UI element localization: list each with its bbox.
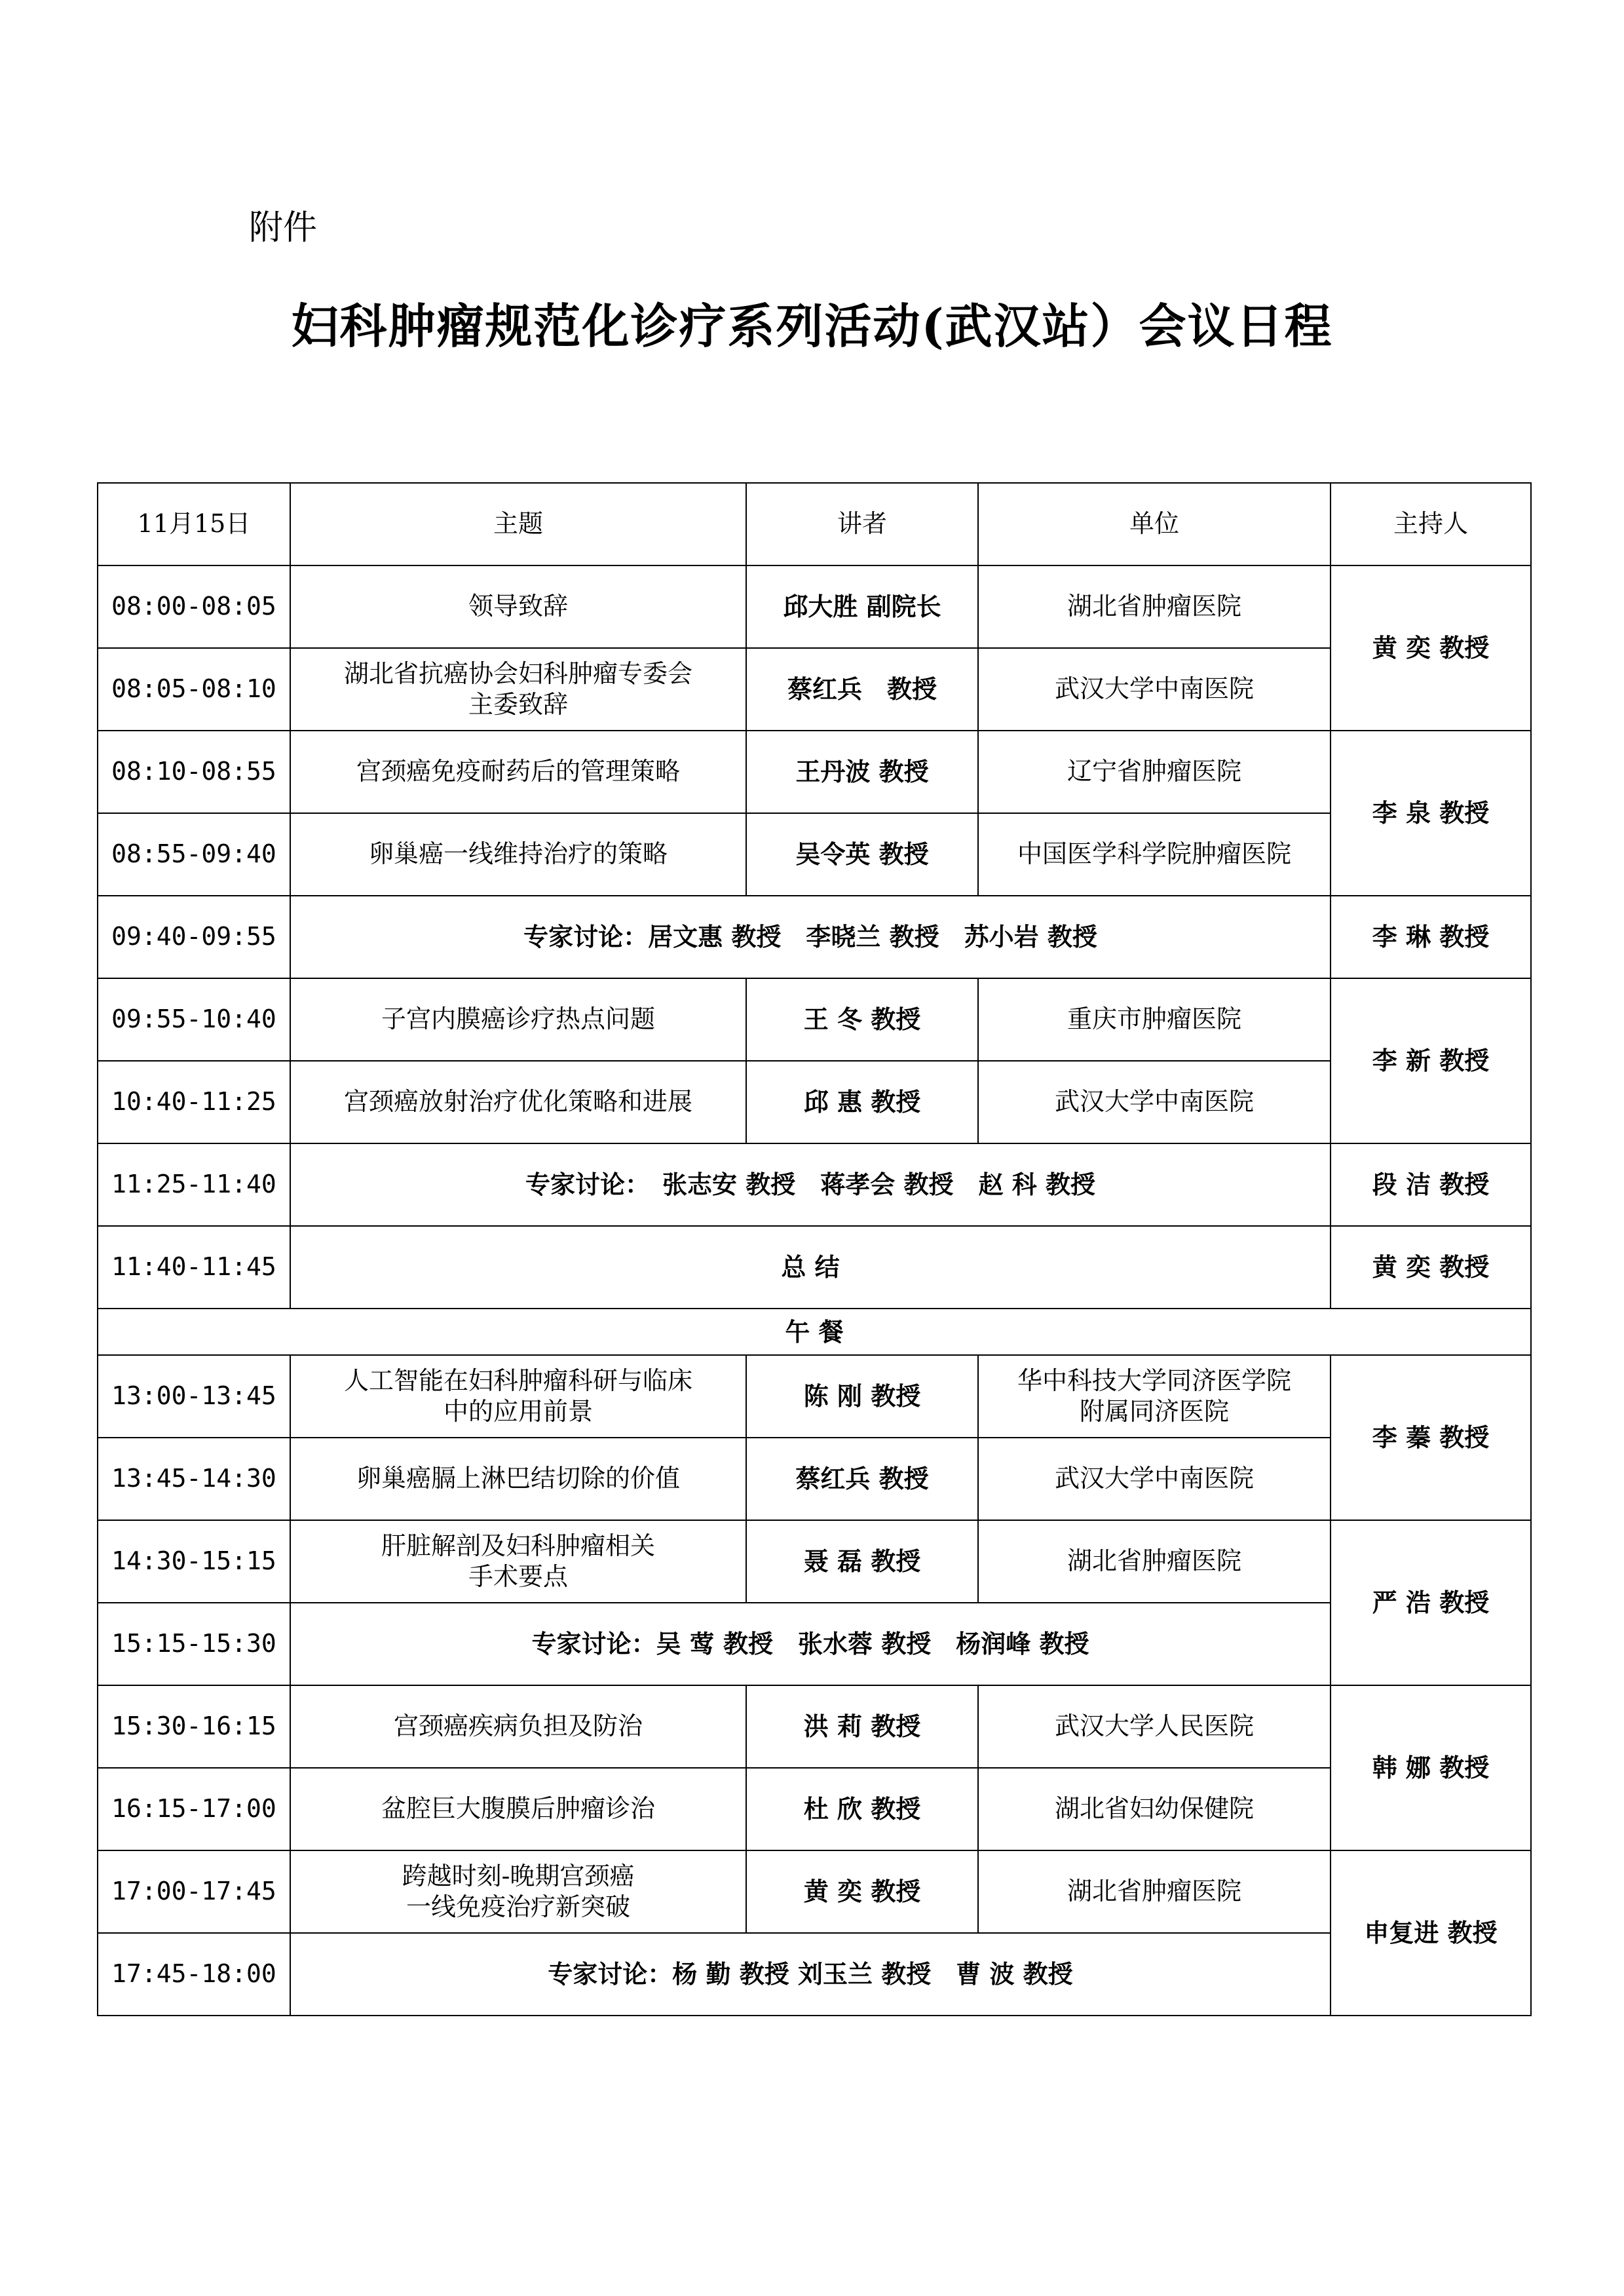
host-cell: 李 泉 教授 (1331, 731, 1531, 896)
topic-cell (290, 648, 746, 731)
time-cell: 11:25-11:40 (98, 1143, 290, 1226)
topic-cell (290, 1850, 746, 1933)
time-cell: 10:40-11:25 (98, 1061, 290, 1143)
time-cell: 15:30-16:15 (98, 1685, 290, 1768)
discussion-cell: 专家讨论：杨 勤 教授 刘玉兰 教授 曹 波 教授 (290, 1933, 1331, 2016)
topic-cell: 卵巢癌膈上淋巴结切除的价值 (290, 1438, 746, 1520)
discussion-cell: 专家讨论： 张志安 教授 蒋孝会 教授 赵 科 教授 (290, 1143, 1331, 1226)
table-row (98, 1685, 1531, 1768)
topic-cell: 盆腔巨大腹膜后肿瘤诊治 (290, 1768, 746, 1850)
attachment-label: 附件 (249, 208, 318, 248)
unit-cell: 中国医学科学院肿瘤医院 (978, 813, 1331, 896)
unit-line: 华中科技大学同济医学院 (1017, 1366, 1291, 1395)
discussion-cell: 专家讨论：吴 莺 教授 张水蓉 教授 杨润峰 教授 (290, 1603, 1331, 1685)
unit-cell: 武汉大学中南医院 (978, 1438, 1331, 1520)
topic-cell: 领导致辞 (290, 565, 746, 648)
unit-cell: 辽宁省肿瘤医院 (978, 731, 1331, 813)
header-row (98, 483, 1531, 565)
topic-line: 手术要点 (468, 1562, 568, 1591)
speaker-cell: 杜 欣 教授 (746, 1768, 978, 1850)
topic-line: 跨越时刻-晚期宫颈癌 (402, 1861, 635, 1890)
summary-cell: 总 结 (290, 1226, 1331, 1309)
header-host: 主持人 (1331, 483, 1531, 565)
header-topic: 主题 (290, 483, 746, 565)
table-row (98, 1933, 1531, 2016)
speaker-cell: 邱大胜 副院长 (746, 565, 978, 648)
time-cell: 09:40-09:55 (98, 896, 290, 978)
speaker-cell: 陈 刚 教授 (746, 1355, 978, 1438)
speaker-cell: 黄 奕 教授 (746, 1850, 978, 1933)
speaker-cell: 蔡红兵 教授 (746, 1438, 978, 1520)
unit-cell: 湖北省肿瘤医院 (978, 565, 1331, 648)
table-row (98, 648, 1531, 731)
table-row (98, 1143, 1531, 1226)
time-cell: 13:45-14:30 (98, 1438, 290, 1520)
topic-cell: 子宫内膜癌诊疗热点问题 (290, 978, 746, 1061)
time-cell: 16:15-17:00 (98, 1768, 290, 1850)
table-row (98, 813, 1531, 896)
header-unit: 单位 (978, 483, 1331, 565)
discussion-cell: 专家讨论：居文惠 教授 李晓兰 教授 苏小岩 教授 (290, 896, 1331, 978)
unit-cell: 重庆市肿瘤医院 (978, 978, 1331, 1061)
topic-cell (290, 1520, 746, 1603)
time-cell: 17:00-17:45 (98, 1850, 290, 1933)
topic-line: 肝脏解剖及妇科肿瘤相关 (381, 1531, 655, 1560)
unit-cell: 湖北省肿瘤医院 (978, 1520, 1331, 1603)
speaker-cell: 吴令英 教授 (746, 813, 978, 896)
time-cell: 08:10-08:55 (98, 731, 290, 813)
host-cell: 李 蓁 教授 (1331, 1355, 1531, 1520)
topic-line: 主委致辞 (468, 690, 568, 719)
unit-cell: 湖北省肿瘤医院 (978, 1850, 1331, 1933)
table-row (98, 1061, 1531, 1143)
schedule-table (97, 482, 1532, 2016)
speaker-cell: 聂 磊 教授 (746, 1520, 978, 1603)
table-row (98, 1226, 1531, 1309)
table-row (98, 896, 1531, 978)
speaker-cell: 王 冬 教授 (746, 978, 978, 1061)
host-cell: 李 琳 教授 (1331, 896, 1531, 978)
time-cell: 08:55-09:40 (98, 813, 290, 896)
topic-cell: 宫颈癌疾病负担及防治 (290, 1685, 746, 1768)
header-date: 11月15日 (98, 483, 290, 565)
topic-line: 一线免疫治疗新突破 (406, 1892, 630, 1921)
speaker-cell: 洪 莉 教授 (746, 1685, 978, 1768)
table-row (98, 1603, 1531, 1685)
speaker-cell: 邱 惠 教授 (746, 1061, 978, 1143)
host-cell: 严 浩 教授 (1331, 1520, 1531, 1685)
lunch-cell: 午 餐 (98, 1309, 1531, 1355)
topic-cell: 宫颈癌免疫耐药后的管理策略 (290, 731, 746, 813)
table-row (98, 1438, 1531, 1520)
host-cell: 段 洁 教授 (1331, 1143, 1531, 1226)
unit-cell: 湖北省妇幼保健院 (978, 1768, 1331, 1850)
time-cell: 13:00-13:45 (98, 1355, 290, 1438)
time-cell: 11:40-11:45 (98, 1226, 290, 1309)
table-row (98, 1768, 1531, 1850)
unit-cell: 武汉大学人民医院 (978, 1685, 1331, 1768)
unit-line: 附属同济医院 (1079, 1397, 1229, 1426)
table-row (98, 1850, 1531, 1933)
page-title: 妇科肿瘤规范化诊疗系列活动(武汉站）会议日程 (291, 298, 1333, 354)
time-cell: 08:05-08:10 (98, 648, 290, 731)
lunch-row (98, 1309, 1531, 1355)
topic-line: 湖北省抗癌协会妇科肿瘤专委会 (343, 659, 692, 688)
time-cell: 15:15-15:30 (98, 1603, 290, 1685)
time-cell: 14:30-15:15 (98, 1520, 290, 1603)
topic-line: 中的应用前景 (443, 1397, 593, 1426)
time-cell: 17:45-18:00 (98, 1933, 290, 2016)
table-row (98, 565, 1531, 648)
time-cell: 09:55-10:40 (98, 978, 290, 1061)
time-cell: 08:00-08:05 (98, 565, 290, 648)
topic-cell: 宫颈癌放射治疗优化策略和进展 (290, 1061, 746, 1143)
table-row (98, 731, 1531, 813)
host-cell: 李 新 教授 (1331, 978, 1531, 1143)
host-cell: 黄 奕 教授 (1331, 565, 1531, 731)
unit-cell: 武汉大学中南医院 (978, 1061, 1331, 1143)
unit-cell (978, 1355, 1331, 1438)
host-cell: 黄 奕 教授 (1331, 1226, 1531, 1309)
table-row (98, 1520, 1531, 1603)
speaker-cell: 蔡红兵 教授 (746, 648, 978, 731)
unit-cell: 武汉大学中南医院 (978, 648, 1331, 731)
host-cell: 韩 娜 教授 (1331, 1685, 1531, 1850)
table-row (98, 1355, 1531, 1438)
table-row (98, 978, 1531, 1061)
header-speaker: 讲者 (746, 483, 978, 565)
speaker-cell: 王丹波 教授 (746, 731, 978, 813)
topic-cell (290, 1355, 746, 1438)
host-cell: 申复进 教授 (1331, 1850, 1531, 2016)
topic-line: 人工智能在妇科肿瘤科研与临床 (343, 1366, 692, 1395)
topic-cell: 卵巢癌一线维持治疗的策略 (290, 813, 746, 896)
